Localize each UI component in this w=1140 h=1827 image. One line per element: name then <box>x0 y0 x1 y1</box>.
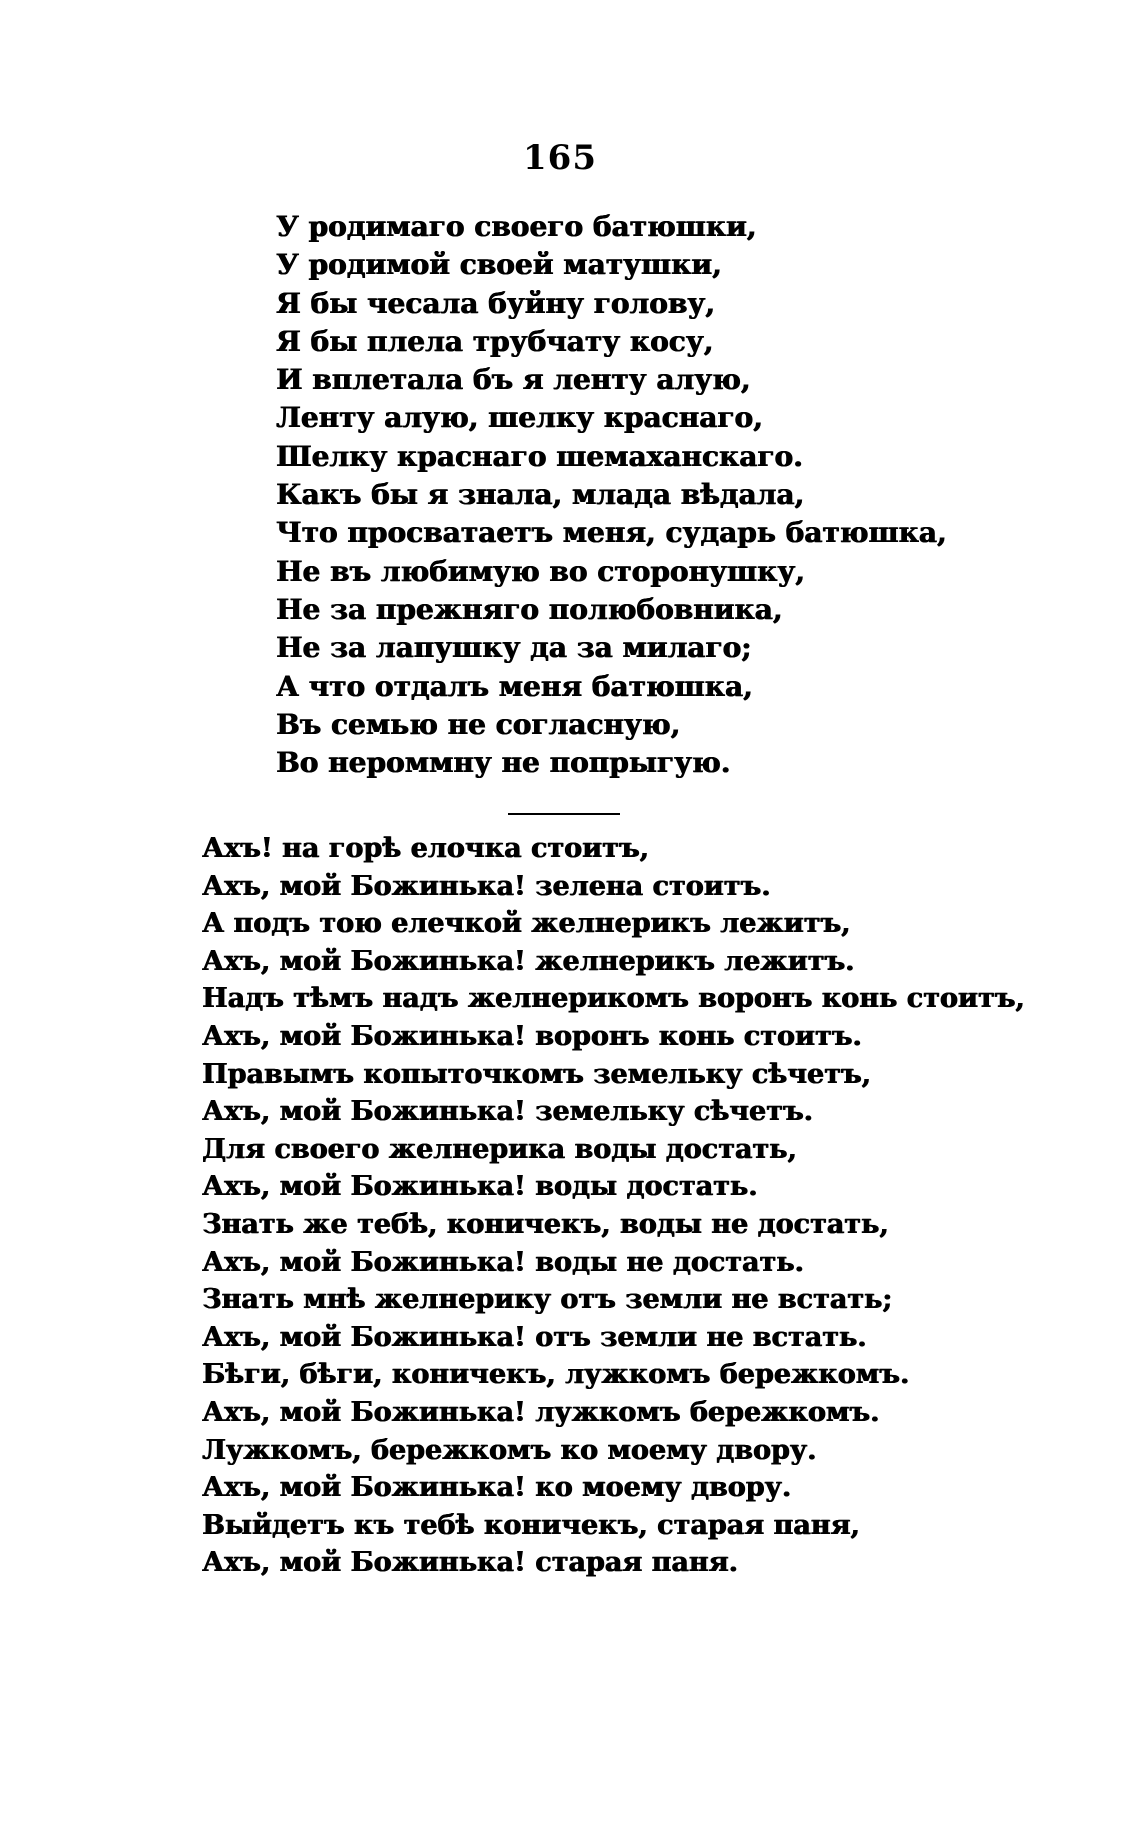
poem-line: Знать мнѣ желнерику отъ земли не встать; <box>202 1284 893 1316</box>
poem-line: Какъ бы я знала, млада вѣдала, <box>276 478 805 512</box>
poem-line: Что просватаетъ меня, сударь батюшка, <box>276 516 947 550</box>
poem-line: А подъ тою елечкой желнерикъ лежитъ, <box>202 908 851 940</box>
poem-line: Въ семью не согласную, <box>276 707 681 741</box>
poem-line: Не въ любимую во сторонушку, <box>276 554 805 588</box>
poem-line: У родимаго своего батюшки, <box>276 210 757 243</box>
poem-line: Шелку краснаго шемаханскаго. <box>276 439 803 473</box>
poem-line: А что отдалъ меня батюшка, <box>276 669 753 703</box>
poem-second <box>202 830 1025 1582</box>
poem-line: Не за прежняго полюбовника, <box>276 592 783 626</box>
poem-line: Знать же тебѣ, коничекъ, воды не достать, <box>202 1208 889 1240</box>
poem-line: Ахъ! на горѣ елочка стоитъ, <box>202 833 649 864</box>
poem-line: Ахъ, мой Божинька! отъ земли не встать. <box>202 1321 867 1353</box>
poem-line: Ленту алую, шелку краснаго, <box>276 401 763 435</box>
poem-line: Ахъ, мой Божинька! воронъ конь стоитъ. <box>202 1020 862 1052</box>
poem-line: Ахъ, мой Божинька! земельку сѣчетъ. <box>202 1096 813 1128</box>
poem-line: Для своего желнерика воды достать, <box>202 1133 797 1165</box>
poem-line: Не за лапушку да за милаго; <box>276 631 752 665</box>
poem-line: Выйдетъ къ тебѣ коничекъ, старая паня, <box>202 1509 860 1541</box>
poem-line: Ахъ, мой Божинька! старая паня. <box>202 1547 738 1579</box>
poem-line: Я бы плела трубчату косу, <box>276 324 714 358</box>
poem-line: Ахъ, мой Божинька! лужкомъ бережкомъ. <box>202 1396 880 1428</box>
poem-line: Бѣги, бѣги, коничекъ, лужкомъ бережкомъ. <box>202 1359 910 1391</box>
poem-line: Ахъ, мой Божинька! ко моему двору. <box>202 1472 792 1504</box>
poem-line: И вплетала бъ я ленту алую, <box>276 363 751 397</box>
poem-line: Ахъ, мой Божинька! зелена стоитъ. <box>202 870 771 902</box>
poem-first <box>276 208 947 782</box>
poem-line: У родимой своей матушки, <box>276 248 722 282</box>
poem-line: Правымъ копыточкомъ земельку сѣчетъ, <box>202 1058 871 1090</box>
section-divider <box>508 813 620 815</box>
poem-line: Я бы чесала буйну голову, <box>276 286 715 320</box>
page-number: 165 <box>523 138 597 178</box>
poem-line: Лужкомъ, бережкомъ ко моему двору. <box>202 1434 817 1466</box>
poem-line: Ахъ, мой Божинька! желнерикъ лежитъ. <box>202 945 855 977</box>
poem-line: Надъ тѣмъ надъ желнерикомъ воронъ конь стоитъ, <box>202 983 1025 1015</box>
poem-line: Во нероммну не попрыгую. <box>276 746 731 780</box>
poem-line: Ахъ, мой Божинька! воды достать. <box>202 1171 758 1203</box>
poem-line: Ахъ, мой Божинька! воды не достать. <box>202 1246 804 1278</box>
